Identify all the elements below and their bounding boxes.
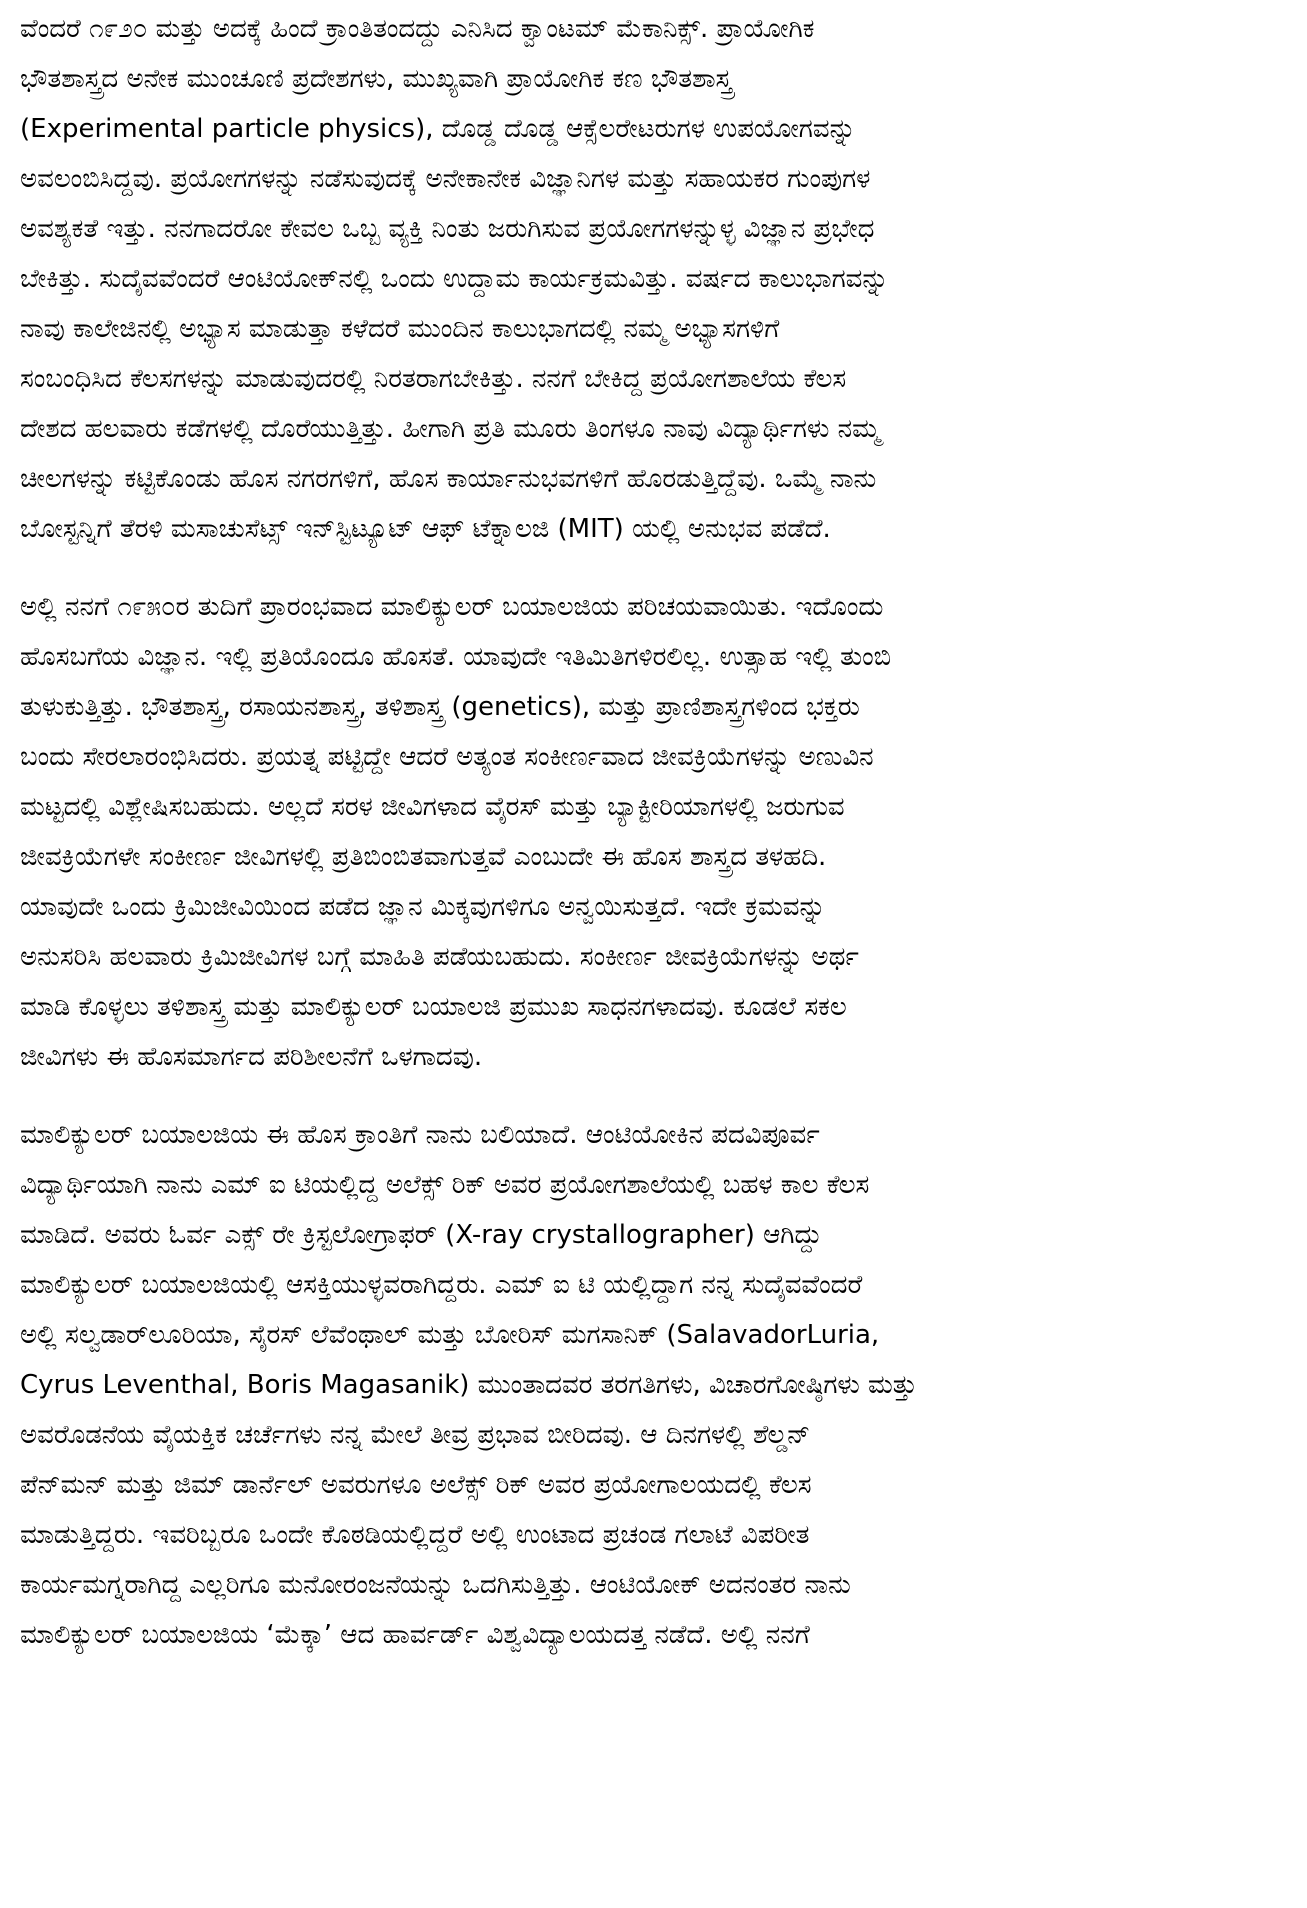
text-line: ಯಾವುದೇ ಒಂದು ಕ್ರಿಮಿಜೀವಿಯಿಂದ ಪಡೆದ ಜ್ಞಾನ ಮಿಕ್ಕವುಗಳಿಗೂ ಅನ್ವಯಿಸುತ್ತದೆ. ಇದೇ ಕ್ರಮವನ್ನು <box>20 892 826 922</box>
text-line: ತುಳುಕುತ್ತಿತ್ತು. ಭೌತಶಾಸ್ತ್ರ, ರಸಾಯನಶಾಸ್ತ್ರ, ತಳಿಶಾಸ್ತ್ರ (genetics), ಮತ್ತು ಪ್ರಾಣಿಶಾಸ್ತ್ರಗಳಿಂದ ಭಕ್ತರು <box>20 692 860 722</box>
text-line: ಚೀಲಗಳನ್ನು ಕಟ್ಟಿಕೊಂಡು ಹೊಸ ನಗರಗಳಿಗೆ, ಹೊಸ ಕಾರ್ಯಾನುಭವಗಳಿಗೆ ಹೊರಡುತ್ತಿದ್ದೆವು. ಒಮ್ಮೆ ನಾನು <box>20 464 877 494</box>
text-line: ಮಾಲಿಕ್ಯುಲರ್ ಬಯಾಲಜಿಯಲ್ಲಿ ಆಸಕ್ತಿಯುಳ್ಳವರಾಗಿದ್ದರು. ಎಮ್ ಐ ಟಿ ಯಲ್ಲಿದ್ದಾಗ ನನ್ನ ಸುದೈವವೆಂದರೆ <box>20 1270 863 1300</box>
paragraph-1 <box>20 4 1291 554</box>
text-line: ದೇಶದ ಹಲವಾರು ಕಡೆಗಳಲ್ಲಿ ದೊರೆಯುತ್ತಿತ್ತು. ಹೀಗಾಗಿ ಪ್ರತಿ ಮೂರು ತಿಂಗಳೂ ನಾವು ವಿದ್ಯಾರ್ಥಿಗಳು ನಮ್ಮ <box>20 414 881 444</box>
text-line: ಮಾಲಿಕ್ಯುಲರ್ ಬಯಾಲಜಿಯ ಈ ಹೊಸ ಕ್ರಾಂತಿಗೆ ನಾನು ಬಲಿಯಾದೆ. ಆಂಟಿಯೋಕಿನ ಪದವಿಪೂರ್ವ <box>20 1120 820 1150</box>
text-line: ಬಂದು ಸೇರಲಾರಂಭಿಸಿದರು. ಪ್ರಯತ್ನ ಪಟ್ಟಿದ್ದೇ ಆದರೆ ಅತ್ಯಂತ ಸಂಕೀರ್ಣವಾದ ಜೀವಕ್ರಿಯೆಗಳನ್ನು ಅಣುವಿನ <box>20 742 874 772</box>
text-line: ಜೀವಿಗಳು ಈ ಹೊಸಮಾರ್ಗದ ಪರಿಶೀಲನೆಗೆ ಒಳಗಾದವು. <box>20 1042 483 1072</box>
text-line: ಜೀವಕ್ರಿಯೆಗಳೇ ಸಂಕೀರ್ಣ ಜೀವಿಗಳಲ್ಲಿ ಪ್ರತಿಬಿಂಬಿತವಾಗುತ್ತವೆ ಎಂಬುದೇ ಈ ಹೊಸ ಶಾಸ್ತ್ರದ ತಳಹದಿ. <box>20 842 827 872</box>
text-line: ಅನುಸರಿಸಿ ಹಲವಾರು ಕ್ರಿಮಿಜೀವಿಗಳ ಬಗ್ಗೆ ಮಾಹಿತಿ ಪಡೆಯಬಹುದು. ಸಂಕೀರ್ಣ ಜೀವಕ್ರಿಯೆಗಳನ್ನು ಅರ್ಥ <box>20 942 859 972</box>
text-line: ನಾವು ಕಾಲೇಜಿನಲ್ಲಿ ಅಭ್ಯಾಸ ಮಾಡುತ್ತಾ ಕಳೆದರೆ ಮುಂದಿನ ಕಾಲುಭಾಗದಲ್ಲಿ ನಮ್ಮ ಅಭ್ಯಾಸಗಳಿಗೆ <box>20 314 780 344</box>
text-line: ವೆಂದರೆ ೧೯೨೦ ಮತ್ತು ಅದಕ್ಕೆ ಹಿಂದೆ ಕ್ರಾಂತಿತಂದದ್ದು ಎನಿಸಿದ ಕ್ವಾಂಟಮ್ ಮೆಕಾನಿಕ್ಸ್. ಪ್ರಾಯೋಗಿಕ <box>20 14 815 44</box>
paragraph-2 <box>20 582 1291 1082</box>
paragraph-3 <box>20 1110 1291 1660</box>
text-line: ಸಂಬಂಧಿಸಿದ ಕೆಲಸಗಳನ್ನು ಮಾಡುವುದರಲ್ಲಿ ನಿರತರಾಗಬೇಕಿತ್ತು. ನನಗೆ ಬೇಕಿದ್ದ ಪ್ರಯೋಗಶಾಲೆಯ ಕೆಲಸ <box>20 364 847 394</box>
paragraph-spacer <box>20 1082 1291 1110</box>
text-line: ಅವಲಂಬಿಸಿದ್ದವು. ಪ್ರಯೋಗಗಳನ್ನು ನಡೆಸುವುದಕ್ಕೆ ಅನೇಕಾನೇಕ ವಿಜ್ಞಾನಿಗಳ ಮತ್ತು ಸಹಾಯಕರ ಗುಂಪುಗಳ <box>20 164 871 194</box>
text-line: ಬೋಸ್ಟನ್ನಿಗೆ ತೆರಳಿ ಮಸಾಚುಸೆಟ್ಸ್ ಇನ್‌ಸ್ಟಿಟ್ಯೂಟ್ ಆಫ್ ಟೆಕ್ನಾಲಜಿ (MIT) ಯಲ್ಲಿ ಅನುಭವ ಪಡೆದೆ. <box>20 514 831 544</box>
text-line: ಹೊಸಬಗೆಯ ವಿಜ್ಞಾನ. ಇಲ್ಲಿ ಪ್ರತಿಯೊಂದೂ ಹೊಸತೆ. ಯಾವುದೇ ಇತಿಮಿತಿಗಳಿರಲಿಲ್ಲ. ಉತ್ಸಾಹ ಇಲ್ಲಿ ತುಂಬಿ <box>20 642 892 672</box>
text-line: ಅಲ್ಲಿ ಸಲ್ವಡಾರ್‌ಲೂರಿಯಾ, ಸೈರಸ್ ಲೆವೆಂಥಾಲ್ ಮತ್ತು ಬೋರಿಸ್ ಮಗಸಾನಿಕ್ (SalavadorLuria, <box>20 1320 880 1350</box>
text-line: Cyrus Leventhal, Boris Magasanik) ಮುಂತಾದವರ ತರಗತಿಗಳು, ವಿಚಾರಗೋಷ್ಠಿಗಳು ಮತ್ತು <box>20 1370 918 1400</box>
text-line: ಮಾಡಿದೆ. ಅವರು ಓರ್ವ ಎಕ್ಸ್ ರೇ ಕ್ರಿಸ್ಟಲೋಗ್ರಾಫರ್ (X-ray crystallographer) ಆಗಿದ್ದು <box>20 1220 822 1250</box>
text-line: ಭೌತಶಾಸ್ತ್ರದ ಅನೇಕ ಮುಂಚೂಣಿ ಪ್ರದೇಶಗಳು, ಮುಖ್ಯವಾಗಿ ಪ್ರಾಯೋಗಿಕ ಕಣ ಭೌತಶಾಸ್ತ್ರ <box>20 64 733 94</box>
text-line: ಪೆನ್‌ಮನ್ ಮತ್ತು ಜಿಮ್ ಡಾರ್ನೆಲ್ ಅವರುಗಳೂ ಅಲೆಕ್ಸ್ ರಿಕ್ ಅವರ ಪ್ರಯೋಗಾಲಯದಲ್ಲಿ ಕೆಲಸ <box>20 1470 812 1500</box>
paragraph-spacer <box>20 554 1291 582</box>
text-line: ವಿದ್ಯಾರ್ಥಿಯಾಗಿ ನಾನು ಎಮ್ ಐ ಟಿಯಲ್ಲಿದ್ದ ಅಲೆಕ್ಸ್ ರಿಕ್ ಅವರ ಪ್ರಯೋಗಶಾಲೆಯಲ್ಲಿ ಬಹಳ ಕಾಲ ಕೆಲಸ <box>20 1170 870 1200</box>
text-line: ಮಾಡಿ ಕೊಳ್ಳಲು ತಳಿಶಾಸ್ತ್ರ ಮತ್ತು ಮಾಲಿಕ್ಯುಲರ್ ಬಯಾಲಜಿ ಪ್ರಮುಖ ಸಾಧನಗಳಾದವು. ಕೂಡಲೆ ಸಕಲ <box>20 992 847 1022</box>
text-line: ಅವಶ್ಯಕತೆ ಇತ್ತು. ನನಗಾದರೋ ಕೇವಲ ಒಬ್ಬ ವ್ಯಕ್ತಿ ನಿಂತು ಜರುಗಿಸುವ ಪ್ರಯೋಗಗಳನ್ನುಳ್ಳ ವಿಜ್ಞಾನ ಪ್ರಭೇಧ <box>20 214 875 244</box>
text-line: ಬೇಕಿತ್ತು. ಸುದೈವವೆಂದರೆ ಆಂಟಿಯೋಕ್‌ನಲ್ಲಿ ಒಂದು ಉದ್ದಾಮ ಕಾರ್ಯಕ್ರಮವಿತ್ತು. ವರ್ಷದ ಕಾಲುಭಾಗವನ್ನು <box>20 264 889 294</box>
text-line: ಅಲ್ಲಿ ನನಗೆ ೧೯೫೦ರ ತುದಿಗೆ ಪ್ರಾರಂಭವಾದ ಮಾಲಿಕ್ಯುಲರ್ ಬಯಾಲಜಿಯ ಪರಿಚಯವಾಯಿತು. ಇದೊಂದು <box>20 592 884 622</box>
text-line: ಕಾರ್ಯಮಗ್ನರಾಗಿದ್ದ ಎಲ್ಲರಿಗೂ ಮನೋರಂಜನೆಯನ್ನು ಒದಗಿಸುತ್ತಿತ್ತು. ಆಂಟಿಯೋಕ್ ಅದನಂತರ ನಾನು <box>20 1570 851 1600</box>
text-line: ಅವರೊಡನೆಯ ವೈಯಕ್ತಿಕ ಚರ್ಚೆಗಳು ನನ್ನ ಮೇಲೆ ತೀವ್ರ ಪ್ರಭಾವ ಬೀರಿದವು. ಆ ದಿನಗಳಲ್ಲಿ ಶೆಲ್ಡನ್ <box>20 1420 811 1450</box>
text-line: ಮಾಡುತ್ತಿದ್ದರು. ಇವರಿಬ್ಬರೂ ಒಂದೇ ಕೊಠಡಿಯಲ್ಲಿದ್ದರೆ ಅಲ್ಲಿ ಉಂಟಾದ ಪ್ರಚಂಡ ಗಲಾಟೆ ವಿಪರೀತ <box>20 1520 810 1550</box>
text-line: (Experimental particle physics), ದೊಡ್ಡ ದೊಡ್ಡ ಆಕ್ಸೆಲರೇಟರುಗಳ ಉಪಯೋಗವನ್ನು <box>20 114 856 144</box>
text-line: ಮಾಲಿಕ್ಯುಲರ್ ಬಯಾಲಜಿಯ ‘ಮೆಕ್ಕಾ’ ಆದ ಹಾರ್ವರ್ಡ್ ವಿಶ್ವವಿದ್ಯಾಲಯದತ್ತ ನಡೆದೆ. ಅಲ್ಲಿ ನನಗೆ <box>20 1620 810 1650</box>
text-line: ಮಟ್ಟದಲ್ಲಿ ವಿಶ್ಲೇಷಿಸಬಹುದು. ಅಲ್ಲದೆ ಸರಳ ಜೀವಿಗಳಾದ ವೈರಸ್ ಮತ್ತು ಬ್ಯಾಕ್ಟೀರಿಯಾಗಳಲ್ಲಿ ಜರುಗುವ <box>20 792 845 822</box>
